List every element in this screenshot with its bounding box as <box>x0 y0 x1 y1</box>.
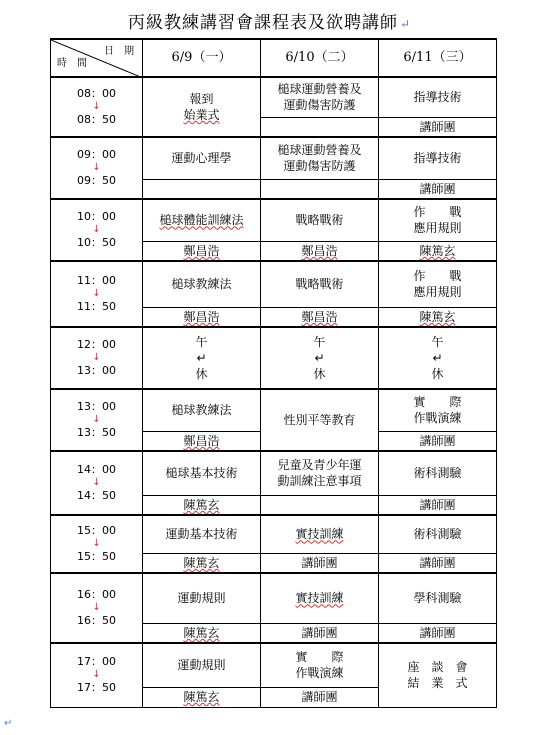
course-cell: 作 戰 應用規則 <box>379 261 497 307</box>
course-cell: 術科測驗 <box>379 515 497 553</box>
down-arrow-icon: ↓ <box>92 288 101 299</box>
course-cell: 槌球運動營養及 運動傷害防護 <box>261 137 379 179</box>
table-row <box>51 515 497 553</box>
course-cell: 槌球體能訓練法 <box>143 199 261 241</box>
lecturer-cell: 陳篤玄 <box>143 687 261 707</box>
corner-header-cell <box>51 39 143 77</box>
lecturer-cell: 陳篤玄 <box>143 623 261 643</box>
lecturer-cell: 講師團 <box>261 687 379 707</box>
lecturer-cell: 講師團 <box>261 623 379 643</box>
empty-cell <box>261 495 379 515</box>
lecturer-cell: 陳篤玄 <box>143 553 261 573</box>
lunch-cell: 午 ↵ 休 <box>379 327 497 389</box>
lecturer-cell: 講師團 <box>379 495 497 515</box>
lecturer-cell: 陳篤玄 <box>379 241 497 261</box>
down-arrow-icon: ↓ <box>92 538 101 549</box>
paragraph-mark-icon: ↵ <box>399 17 412 31</box>
lecturer-cell: 鄭昌浩 <box>143 431 261 451</box>
lunch-cell: 午 ↵ 休 <box>261 327 379 389</box>
table-row <box>51 451 497 495</box>
course-cell: 實技訓練 <box>261 573 379 623</box>
course-cell: 術科測驗 <box>379 451 497 495</box>
table-row <box>51 199 497 241</box>
corner-time-label: 時 間 <box>57 58 87 69</box>
empty-cell <box>261 179 379 199</box>
down-arrow-icon: ↓ <box>92 414 101 425</box>
down-arrow-icon: ↓ <box>92 602 101 613</box>
lecturer-cell: 鄭昌浩 <box>261 307 379 327</box>
page-title: 丙級教練講習會課程表及欲聘講師 ↵ <box>127 13 412 33</box>
down-arrow-icon: ↓ <box>92 162 101 173</box>
table-row <box>51 643 497 687</box>
day-header-1: 6/9（一） <box>143 39 261 77</box>
course-cell: 槌球教練法 <box>143 389 261 431</box>
lecturer-cell: 鄭昌浩 <box>143 241 261 261</box>
down-arrow-icon: ↓ <box>92 224 101 235</box>
down-arrow-icon: ↓ <box>92 352 101 363</box>
time-slot-8: 15：00 ↓ 15：50 <box>51 515 143 573</box>
course-cell: 槌球教練法 <box>143 261 261 307</box>
table-row <box>51 137 497 179</box>
lecturer-cell: 陳篤玄 <box>143 495 261 515</box>
course-cell: 作 戰 應用規則 <box>379 199 497 241</box>
table-row <box>51 573 497 623</box>
empty-cell <box>261 117 379 137</box>
header-row <box>51 39 497 77</box>
time-slot-5: 12：00 ↓ 13：00 <box>51 327 143 389</box>
course-cell: 實 際 作戰演練 <box>261 643 379 687</box>
time-slot-7: 14：00 ↓ 14：50 <box>51 451 143 515</box>
lecturer-cell: 講師團 <box>379 179 497 199</box>
course-cell: 運動基本技術 <box>143 515 261 553</box>
table-row <box>51 389 497 431</box>
down-arrow-icon: ↓ <box>92 101 101 112</box>
time-slot-1: 08：00 ↓ 08：50 <box>51 77 143 137</box>
lecturer-cell: 講師團 <box>261 553 379 573</box>
course-cell: 運動規則 <box>143 573 261 623</box>
lecturer-cell: 講師團 <box>379 117 497 137</box>
course-cell: 實 際 作戰演練 <box>379 389 497 431</box>
course-cell: 運動規則 <box>143 643 261 687</box>
table-row <box>51 77 497 117</box>
time-slot-4: 11：00 ↓ 11：50 <box>51 261 143 327</box>
down-arrow-icon: ↓ <box>92 477 101 488</box>
lecturer-cell: 講師團 <box>379 553 497 573</box>
day-header-3: 6/11（三） <box>379 39 497 77</box>
course-cell: 戰略戰術 <box>261 261 379 307</box>
lecturer-cell: 鄭昌浩 <box>261 241 379 261</box>
table-row <box>51 327 497 389</box>
course-cell: 座 談 會 結 業 式 <box>379 643 497 707</box>
lecturer-cell: 講師團 <box>379 623 497 643</box>
lecturer-cell: 陳篤玄 <box>379 307 497 327</box>
time-slot-9: 16：00 ↓ 16：50 <box>51 573 143 643</box>
lecturer-cell: 講師團 <box>379 431 497 451</box>
course-cell: 指導技術 <box>379 137 497 179</box>
course-cell: 槌球基本技術 <box>143 451 261 495</box>
course-cell: 兒童及青少年運 動訓練注意事項 <box>261 451 379 495</box>
table-row <box>51 261 497 307</box>
course-cell: 運動心理學 <box>143 137 261 179</box>
course-cell: 槌球運動營養及 運動傷害防護 <box>261 77 379 117</box>
course-cell: 戰略戰術 <box>261 199 379 241</box>
time-slot-3: 10：00 ↓ 10：50 <box>51 199 143 261</box>
corner-day-label: 日 期 <box>104 46 134 57</box>
lunch-cell: 午 ↵ 休 <box>143 327 261 389</box>
course-cell: 學科測驗 <box>379 573 497 623</box>
course-cell: 實技訓練 <box>261 515 379 553</box>
course-cell: 報到 始業式 <box>143 77 261 137</box>
down-arrow-icon: ↓ <box>92 669 101 681</box>
empty-cell <box>143 179 261 199</box>
paragraph-mark-icon: ↵ <box>4 718 13 729</box>
lecturer-cell: 鄭昌浩 <box>143 307 261 327</box>
time-slot-2: 09：00 ↓ 09：50 <box>51 137 143 199</box>
day-header-2: 6/10（二） <box>261 39 379 77</box>
time-slot-6: 13：00 ↓ 13：50 <box>51 389 143 451</box>
time-slot-10: 17：00 ↓ 17：50 <box>51 643 143 707</box>
schedule-table <box>50 38 497 708</box>
course-cell: 指導技術 <box>379 77 497 117</box>
course-cell: 性別平等教育 <box>261 389 379 451</box>
